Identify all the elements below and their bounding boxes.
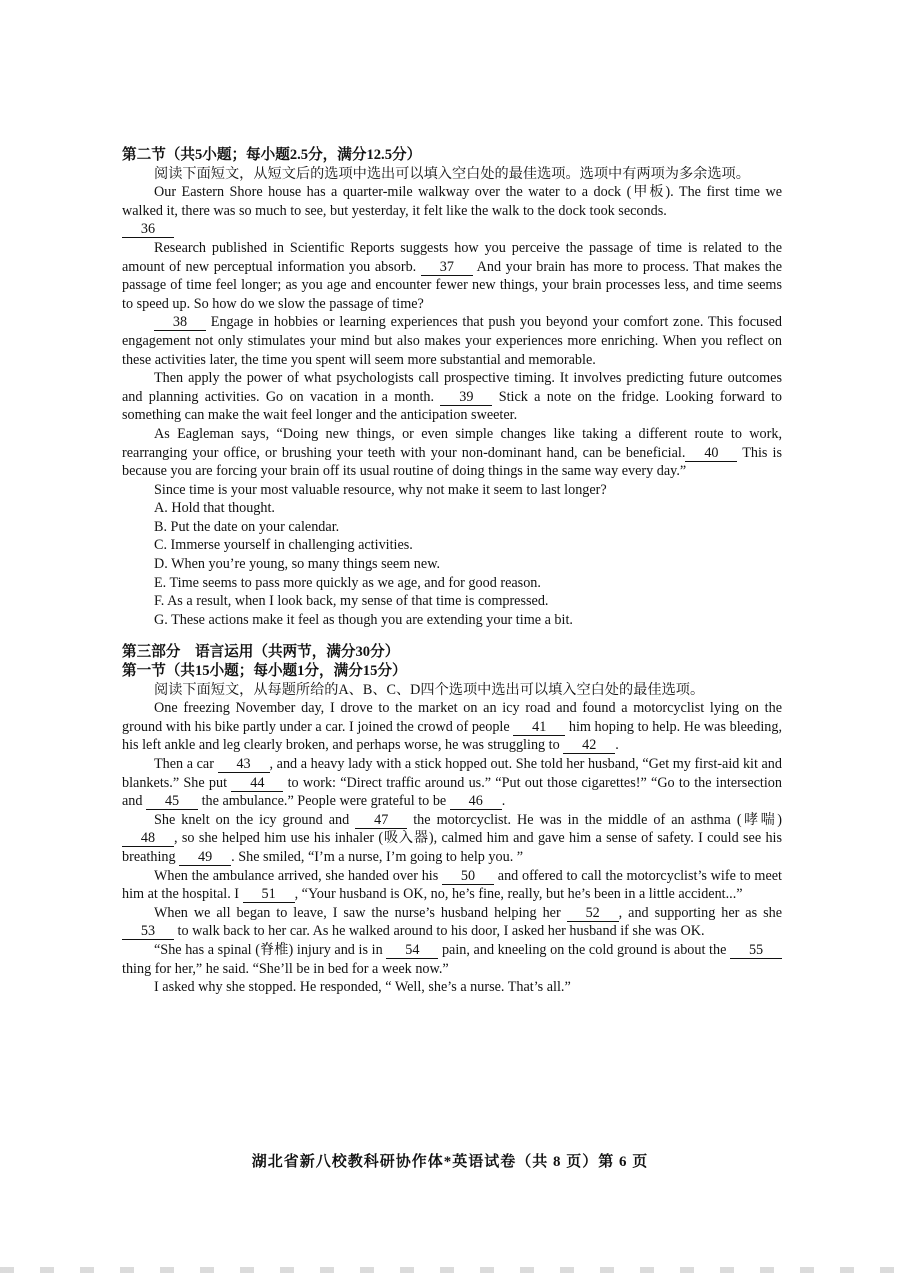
passage-paragraph: I asked why she stopped. He responded, “ Well, she’s a nurse. That’s all.” <box>154 979 571 996</box>
paragraph-text: , and a heavy lady with a stick hopped out. She told her husband, “Get my first-aid kit and blankets.” She put <box>122 756 782 791</box>
paragraph-text: Stick a note on the fridge. Looking forward to something can make the wait feel longer and the anticipation sweeter. <box>122 388 783 424</box>
paragraph-text: When the ambulance arrived, she handed over his <box>154 867 439 884</box>
passage-paragraph <box>122 239 782 313</box>
paragraph-text: Research published in Scientific Reports suggests how you perceive the passage of time is related to the amount of new perceptual information you absorb. <box>122 239 782 275</box>
paragraph-text: One freezing November day, I drove to the market on an icy road and found a motorcyclist lying on the ground with his bike partly under a car. I joined the crowd of people <box>122 700 782 735</box>
passage-paragraph <box>122 755 782 811</box>
paragraph-text: the motorcyclist. He was in the middle of an asthma (哮喘) <box>413 811 783 828</box>
paragraph-text: As Eagleman says, “Doing new things, or even simple changes like taking a different route to work, rearranging your office, or brushing your teeth with your non-dominant hand, can be beneficial. <box>122 425 782 461</box>
paragraph-text: Our Eastern Shore house has a quarter-mile walkway over the water to a dock (甲板). The first time we walked it, there was so much to see, but yesterday, it felt like the walk to the dock took seconds. <box>122 184 782 219</box>
paragraph-text: pain, and kneeling on the cold ground is about the <box>441 941 727 958</box>
option-list <box>122 499 782 629</box>
option-g[interactable]: G. These actions make it feel as though you are extending your time a bit. <box>154 611 573 628</box>
passage-paragraph: Since time is your most valuable resource, why not make it seem to last longer? <box>154 481 607 498</box>
paragraph-text: to work: “Direct traffic around us.” “Put out those cigarettes!” “Go to the intersection and <box>122 774 782 810</box>
paragraph-text: . <box>501 793 506 810</box>
passage-paragraph <box>122 425 782 481</box>
paragraph-text: and offered to call the motorcyclist’s wife to meet him at the hospital. I <box>122 867 782 903</box>
paragraph-text: This is because you are forcing your brain off its usual routine of doing things in the same way every day.” <box>122 444 783 480</box>
blank-53[interactable]: 53 <box>122 924 174 940</box>
page-footer: 湖北省新八校教科研协作体*英语试卷（共 8 页）第 6 页 <box>251 1154 649 1170</box>
passage-paragraph <box>122 313 782 369</box>
blank-51[interactable]: 51 <box>243 887 295 903</box>
section-2-instruction: 阅读下面短文，从短文后的选项中选出可以填入空白处的最佳选项。选项中有两项为多余选项。 <box>154 165 750 182</box>
exam-page <box>122 146 782 997</box>
blank-37[interactable]: 37 <box>421 260 473 276</box>
passage-paragraph <box>122 699 782 755</box>
section-2-heading: 第二节（共5小题；每小题2.5分，满分12.5分） <box>122 147 422 163</box>
paragraph-text: . She smiled, “I’m a nurse, I’m going to help you. ” <box>231 848 524 865</box>
paragraph-text: him hoping to help. He was bleeding, his left ankle and leg clearly broken, and perhaps worse, he was struggling to <box>122 718 783 754</box>
paragraph-text: , and supporting her as she <box>618 904 782 921</box>
option-b[interactable]: B. Put the date on your calendar. <box>154 518 340 535</box>
blank-47[interactable]: 47 <box>355 813 407 829</box>
option-c[interactable]: C. Immerse yourself in challenging activities. <box>154 537 413 554</box>
blank-55[interactable]: 55 <box>730 943 782 959</box>
passage-paragraph <box>122 904 782 941</box>
paragraph-text: , so she helped him use his inhaler (吸入器), calmed him and gave him a sense of safety. I could see his breathing <box>122 830 782 865</box>
blank-54[interactable]: 54 <box>386 943 438 959</box>
paragraph-text: Then apply the power of what psychologists call prospective timing. It involves predicting future outcomes and planning activities. Go on vacation in a month. <box>122 370 782 405</box>
blank-42[interactable]: 42 <box>563 738 615 754</box>
part-3-section-1-heading: 第一节（共15小题；每小题1分，满分15分） <box>122 663 407 680</box>
blank-49[interactable]: 49 <box>179 850 231 866</box>
paragraph-text: “She has a spinal (脊椎) injury and is in <box>154 941 383 958</box>
option-d[interactable]: D. When you’re young, so many things seem new. <box>154 556 441 573</box>
blank-39[interactable]: 39 <box>440 390 492 406</box>
blank-43[interactable]: 43 <box>218 757 270 773</box>
paragraph-text: Engage in hobbies or learning experiences that push you beyond your comfort zone. This focused engagement not only stimulates your mind but also makes your experiences more enriching. When you reflect on these activities later, the time you spent will seem more substantial and memorable. <box>122 314 782 368</box>
blank-41[interactable]: 41 <box>513 720 565 736</box>
part-3-heading: 第三部分 语言运用（共两节，满分30分） <box>122 644 400 661</box>
paragraph-text: . <box>615 737 619 754</box>
blank-52[interactable]: 52 <box>567 906 619 922</box>
paragraph-text: When we all began to leave, I saw the nurse’s husband helping her <box>154 904 561 921</box>
passage-paragraph <box>122 183 782 239</box>
passage-paragraph <box>122 811 782 867</box>
blank-44[interactable]: 44 <box>231 776 283 792</box>
scan-edge-artifact <box>0 1267 900 1273</box>
blank-38[interactable]: 38 <box>154 315 206 331</box>
passage-paragraph <box>122 941 782 978</box>
part-3-instruction: 阅读下面短文，从每题所给的A、B、C、D四个选项中选出可以填入空白处的最佳选项。 <box>154 681 705 698</box>
paragraph-text: the ambulance.” People were grateful to be <box>201 793 447 810</box>
option-f[interactable]: F. As a result, when I look back, my sense of that time is compressed. <box>154 593 549 610</box>
paragraph-text: Then a car <box>154 756 214 772</box>
blank-36[interactable]: 36 <box>122 222 174 238</box>
passage-paragraph <box>122 369 782 425</box>
option-e[interactable]: E. Time seems to pass more quickly as we age, and for good reason. <box>154 574 541 591</box>
blank-50[interactable]: 50 <box>442 869 494 885</box>
paragraph-text: , “Your husband is OK, no, he’s fine, really, but he’s been in a little accident...” <box>294 886 743 903</box>
passage-paragraph <box>122 867 782 904</box>
paragraph-text: to walk back to her car. As he walked around to his door, I asked her husband if she was OK. <box>177 923 705 940</box>
option-a[interactable]: A. Hold that thought. <box>154 500 275 517</box>
blank-48[interactable]: 48 <box>122 831 174 847</box>
paragraph-text: And your brain has more to process. That makes the passage of time feel longer; as you age and encounter fewer new things, your brain processes less, and time seems to speed up. So how do we slow the passage of time? <box>122 258 783 312</box>
blank-40[interactable]: 40 <box>685 446 737 462</box>
blank-45[interactable]: 45 <box>146 794 198 810</box>
blank-46[interactable]: 46 <box>450 794 502 810</box>
paragraph-text: She knelt on the icy ground and <box>154 811 350 828</box>
paragraph-text: thing for her,” he said. “She’ll be in bed for a week now.” <box>122 960 449 977</box>
